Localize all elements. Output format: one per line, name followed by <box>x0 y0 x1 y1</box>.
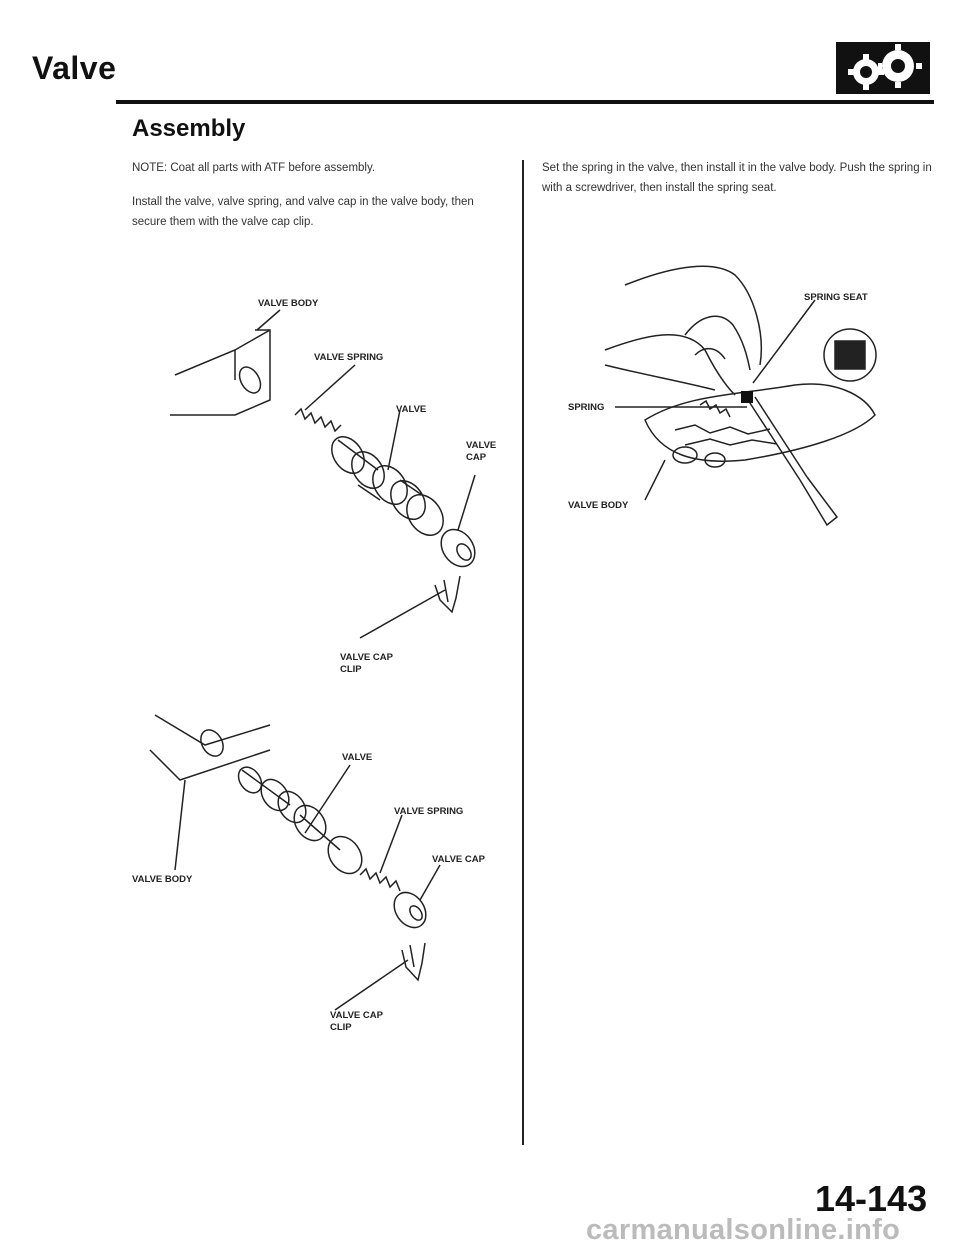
section-title: Assembly <box>132 115 246 142</box>
gears-icon <box>836 42 930 94</box>
label-valve-spring-top: VALVE SPRING <box>314 352 384 363</box>
label-clip-bottom-2: CLIP <box>330 1022 352 1033</box>
page-title: Valve <box>32 50 117 86</box>
label-valve-body-right: VALVE BODY <box>568 500 629 511</box>
header-rule <box>116 100 934 104</box>
label-clip-top-1: VALVE CAP <box>340 652 393 663</box>
label-clip-bottom-1: VALVE CAP <box>330 1010 383 1021</box>
watermark: carmanualsonline.info <box>586 1214 901 1246</box>
instruction-text-left: Install the valve, valve spring, and valve cap in the valve body, then secure them with the valve cap clip. <box>132 196 474 228</box>
label-valve-top: VALVE <box>396 404 427 415</box>
column-divider <box>522 160 524 1145</box>
valve-assembly-diagram-top <box>160 280 520 700</box>
label-spring: SPRING <box>568 402 605 413</box>
label-valve-body-top: VALVE BODY <box>258 298 319 309</box>
label-valve-spring-bottom: VALVE SPRING <box>394 806 464 817</box>
label-valve-body-bottom: VALVE BODY <box>132 874 193 885</box>
instruction-text-right: Set the spring in the valve, then install it in the valve body. Push the spring in with a screwdriver, then install the spring seat. <box>542 162 932 194</box>
label-spring-seat: SPRING SEAT <box>804 292 868 303</box>
note-text: NOTE: Coat all parts with ATF before assembly. <box>132 162 376 174</box>
label-valve-cap-top-1: VALVE <box>466 440 497 451</box>
label-clip-top-2: CLIP <box>340 664 362 675</box>
label-valve-cap-top-2: CAP <box>466 452 487 463</box>
label-valve-cap-bottom: VALVE CAP <box>432 854 485 865</box>
label-valve-bottom: VALVE <box>342 752 373 763</box>
page-number: 14-143 <box>815 1178 928 1219</box>
